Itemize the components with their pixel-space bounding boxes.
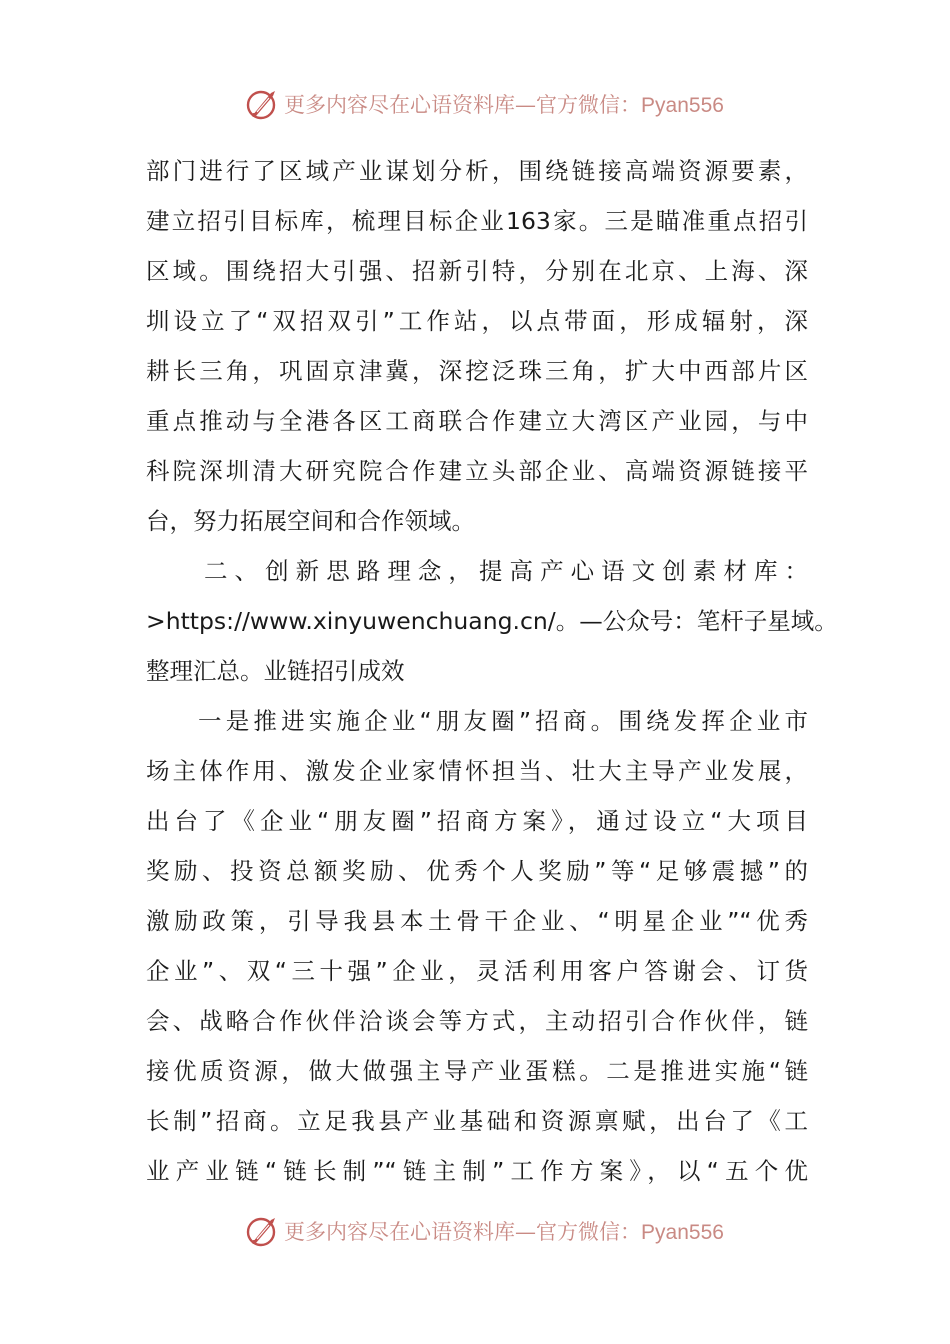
body-line-14: 出台了《企业“朋友圈”招商方案》，通过设立“大项目 bbox=[146, 807, 808, 835]
body-line-12: 一是推进实施企业“朋友圈”招商。围绕发挥企业市 bbox=[198, 707, 808, 735]
header-banner bbox=[0, 84, 950, 124]
body-line-1: 部门进行了区域产业谋划分析，围绕链接高端资源要素， bbox=[146, 157, 808, 185]
body-line-8: 台，努力拓展空间和合作领域。 bbox=[146, 507, 475, 535]
body-line-16: 激励政策，引导我县本土骨干企业、“明星企业”“优秀 bbox=[146, 907, 808, 935]
body-line-5: 耕长三角，巩固京津冀，深挖泛珠三角，扩大中西部片区 bbox=[146, 357, 808, 385]
quill-logo-icon bbox=[244, 1213, 280, 1249]
section-heading-line: 二、创新思路理念，提高产心语文创素材库： bbox=[204, 557, 808, 585]
body-line-15: 奖励、投资总额奖励、优秀个人奖励”等“足够震撼”的 bbox=[146, 857, 808, 885]
body-line-3: 区域。围绕招大引强、招新引特，分别在北京、上海、深 bbox=[146, 257, 808, 285]
footer-banner-text: 更多内容尽在心语资料库—官方微信：Pyan556 bbox=[284, 1220, 724, 1244]
quill-logo-icon bbox=[244, 86, 280, 122]
body-line-21: 业产业链“链长制”“链主制”工作方案》，以“五个优 bbox=[146, 1157, 808, 1185]
document-body bbox=[146, 146, 838, 1196]
body-line-url: >https://www.xinyuwenchuang.cn/。—公众号：笔杆子星域。 bbox=[146, 607, 838, 635]
body-line-18: 会、战略合作伙伴洽谈会等方式，主动招引合作伙伴，链 bbox=[146, 1007, 808, 1035]
body-line-13: 场主体作用、激发企业家情怀担当、壮大主导产业发展， bbox=[146, 757, 808, 785]
body-line-11: 整理汇总。业链招引成效 bbox=[146, 657, 405, 685]
footer-banner bbox=[0, 1211, 950, 1251]
body-line-19: 接优质资源，做大做强主导产业蛋糕。二是推进实施“链 bbox=[146, 1057, 808, 1085]
body-line-7: 科院深圳清大研究院合作建立头部企业、高端资源链接平 bbox=[146, 457, 808, 485]
header-banner-text: 更多内容尽在心语资料库—官方微信：Pyan556 bbox=[284, 93, 724, 117]
body-line-2: 建立招引目标库，梳理目标企业163家。三是瞄准重点招引 bbox=[146, 207, 808, 235]
body-line-4: 圳设立了“双招双引”工作站，以点带面，形成辐射，深 bbox=[146, 307, 808, 335]
body-line-20: 长制”招商。立足我县产业基础和资源禀赋，出台了《工 bbox=[146, 1107, 808, 1135]
body-line-6: 重点推动与全港各区工商联合作建立大湾区产业园，与中 bbox=[146, 407, 808, 435]
body-line-17: 企业”、双“三十强”企业，灵活利用客户答谢会、订货 bbox=[146, 957, 808, 985]
